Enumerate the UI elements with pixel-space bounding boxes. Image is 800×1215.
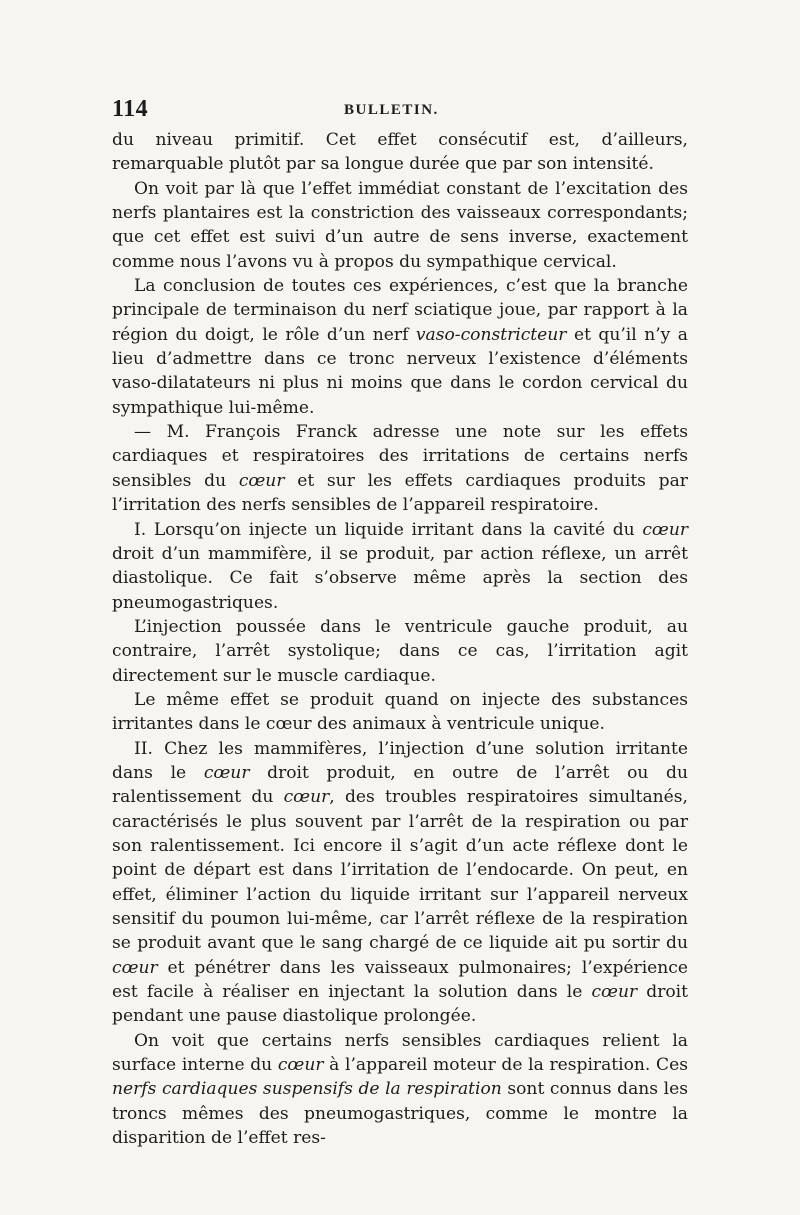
paragraph bbox=[112, 177, 688, 274]
text-run: à l’appareil moteur de la respiration. Ces bbox=[323, 1055, 688, 1076]
italic-text: cœur bbox=[591, 982, 638, 1003]
paragraph bbox=[112, 420, 688, 517]
paragraph bbox=[112, 737, 688, 1029]
text-run: et qu’il n’y a lieu d’admettre dans ce tronc nerveux l’existence d’éléments vaso-dilatateurs ni plus ni moins que dans le cordon cervical du sympathique lui-même. bbox=[112, 324, 688, 418]
text-run: II. Chez les mammifères, l’injection d’une solution irritante dans le bbox=[112, 738, 688, 783]
text-run: , des troubles respiratoires simultanés, caractérisés le plus souvent par l’arrêt de la respiration ou par son ralentissement. Ici encore il s’agit d’un acte réflexe dont le point de départ est dans l’irritation de l’endocarde. On peut, en effet, éliminer l’action du liquide irritant sur l’appareil nerveux sensitif du poumon lui-même, car l’arrêt réflexe de la respiration se produit avant que le sang chargé de ce liquide ait pu sortir du bbox=[112, 787, 688, 954]
text-run: et pénétrer dans les vaisseaux pulmonaires; l’expérience est facile à réaliser en injectant la solution dans le bbox=[112, 957, 688, 1003]
italic-text: vaso-constricteur bbox=[415, 324, 567, 345]
text-run: droit pendant une pause diastolique prolongée. bbox=[112, 982, 688, 1027]
document-page bbox=[112, 96, 688, 1150]
page-header bbox=[112, 96, 688, 128]
paragraph bbox=[112, 274, 688, 420]
italic-text: cœur bbox=[238, 470, 285, 491]
italic-text: cœur bbox=[283, 787, 330, 808]
text-run: sont connus dans les troncs mêmes des pneumogastriques, comme le montre la disparition de l’effet res- bbox=[112, 1079, 688, 1149]
italic-text: cœur bbox=[277, 1055, 324, 1076]
page-number: 114 bbox=[112, 96, 149, 122]
paragraph bbox=[112, 128, 688, 177]
text-run: et sur les effets cardiaques produits par l’irritation des nerfs sensibles de l’appareil respiratoire. bbox=[112, 470, 688, 516]
text-run: La conclusion de toutes ces expériences, c’est que la branche principale de terminaison du nerf sciatique joue, par rapport à la région du doigt, le rôle d’un nerf bbox=[112, 276, 688, 345]
text-run: I. Lorsqu’on injecte un liquide irritant dans la cavité du bbox=[134, 519, 643, 540]
text-run: Le même effet se produit quand on injecte des substances irritantes dans le cœur des animaux à ventricule unique. bbox=[112, 689, 688, 735]
text-run: droit produit, en outre de l’arrêt ou du ralentissement du bbox=[112, 762, 688, 808]
text-run: — M. François Franck adresse une note sur les effets cardiaques et respiratoires des irritations de certains nerfs sensibles du bbox=[112, 422, 688, 491]
paragraph bbox=[112, 1029, 688, 1151]
text-run: droit d’un mammifère, il se produit, par action réflexe, un arrêt diastolique. Ce fait s’observe même après la section des pneumogastriques. bbox=[112, 543, 688, 613]
italic-text: cœur bbox=[112, 957, 158, 978]
italic-text: cœur bbox=[642, 519, 688, 540]
paragraph bbox=[112, 688, 688, 737]
text-run: L’injection poussée dans le ventricule gauche produit, au contraire, l’arrêt systolique; dans ce cas, l’irritation agit directement sur le muscle cardiaque. bbox=[112, 616, 688, 686]
italic-text: cœur bbox=[203, 762, 250, 783]
body-text bbox=[112, 128, 688, 1150]
paragraph bbox=[112, 615, 688, 688]
running-head: BULLETIN. bbox=[344, 102, 439, 118]
italic-text: nerfs cardiaques suspensifs de la respiration bbox=[112, 1079, 502, 1100]
text-run: On voit par là que l’effet immédiat constant de l’excitation des nerfs plantaires est la constriction des vaisseaux correspondants; que cet effet est suivi d’un autre de sens inverse, exactement comme nous l’avons vu à propos du sympathique cervical. bbox=[112, 178, 688, 272]
text-run: On voit que certains nerfs sensibles cardiaques relient la surface interne du bbox=[112, 1030, 688, 1076]
text-run: du niveau primitif. Cet effet consécutif est, d’ailleurs, remarquable plutôt par sa longue durée que par son intensité. bbox=[112, 130, 688, 175]
paragraph bbox=[112, 518, 688, 615]
